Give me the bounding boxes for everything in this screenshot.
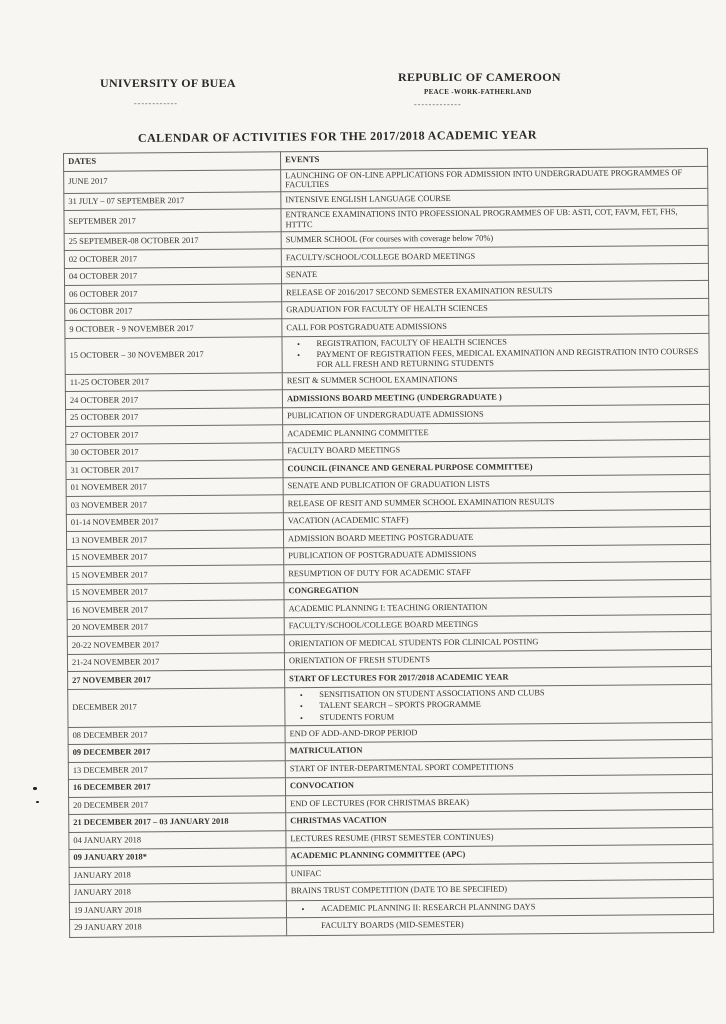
date-cell: 25 SEPTEMBER-08 OCTOBER 2017 (64, 231, 281, 250)
date-cell: SEPTEMBER 2017 (64, 209, 281, 233)
event-cell: CONVOCATION (285, 774, 712, 795)
date-cell: JANUARY 2018 (69, 865, 286, 884)
event-cell (285, 684, 712, 725)
dates-column-header: DATES (64, 152, 281, 171)
date-cell: 01 NOVEMBER 2017 (66, 477, 283, 496)
event-cell: START OF INTER-DEPARTMENTAL SPORT COMPETITIONS (285, 757, 712, 778)
event-cell: CALL FOR POSTGRADUATE ADMISSIONS (282, 316, 709, 337)
calendar-title: CALENDAR OF ACTIVITIES FOR THE 2017/2018 ACADEMIC YEAR (137, 127, 537, 145)
date-cell: 15 NOVEMBER 2017 (67, 582, 284, 601)
date-cell: 16 NOVEMBER 2017 (67, 600, 284, 619)
date-cell: 24 OCTOBER 2017 (65, 390, 282, 409)
date-cell: 19 JANUARY 2018 (69, 900, 286, 919)
date-cell: 21 DECEMBER 2017 – 03 JANUARY 2018 (69, 813, 286, 832)
date-cell: 20 DECEMBER 2017 (69, 795, 286, 814)
table-row (65, 333, 709, 374)
event-cell: SUMMER SCHOOL (For courses with coverage below 70%) (281, 228, 708, 249)
event-bullet-item: • PAYMENT OF REGISTRATION FEES, MEDICAL EXAMINATION AND REGISTRATION INTO COURSES FOR ALL FRESH AND RETURNING STUDENTS (309, 346, 705, 370)
event-cell: CHRISTMAS VACATION (286, 809, 713, 830)
event-cell: PUBLICATION OF POSTGRADUATE ADMISSIONS (284, 544, 711, 565)
event-cell: START OF LECTURES FOR 2017/2018 ACADEMIC YEAR (285, 667, 712, 688)
date-cell: 30 OCTOBER 2017 (66, 442, 283, 461)
event-cell: SENATE AND PUBLICATION OF GRADUATION LISTS (283, 474, 710, 495)
date-cell: 08 DECEMBER 2017 (68, 725, 285, 744)
date-cell: 02 OCTOBER 2017 (64, 249, 281, 268)
scan-speck (33, 787, 37, 790)
date-cell: 01-14 NOVEMBER 2017 (66, 512, 283, 531)
date-cell: 9 OCTOBER - 9 NOVEMBER 2017 (65, 319, 282, 338)
events-column-header: EVENTS (280, 148, 707, 169)
event-cell: ACADEMIC PLANNING COMMITTEE (APC) (286, 844, 713, 865)
event-cell: ORIENTATION OF FRESH STUDENTS (284, 649, 711, 670)
date-cell: 11-25 OCTOBER 2017 (65, 372, 282, 391)
date-cell: 15 NOVEMBER 2017 (67, 565, 284, 584)
event-cell: UNIFAC (286, 862, 713, 883)
date-cell: DECEMBER 2017 (68, 687, 285, 727)
university-name: UNIVERSITY OF BUEA (100, 76, 236, 90)
national-motto: PEACE -WORK-FATHERLAND (424, 88, 532, 96)
event-cell: INTENSIVE ENGLISH LANGUAGE COURSE (281, 188, 708, 209)
event-cell: VACATION (ACADEMIC STAFF) (283, 509, 710, 530)
event-cell: COUNCIL (FINANCE AND GENERAL PURPOSE COMMITTEE) (283, 457, 710, 478)
event-cell: BRAINS TRUST COMPETITION (DATE TO BE SPECIFIED) (286, 879, 713, 900)
event-cell: RESUMPTION OF DUTY FOR ACADEMIC STAFF (284, 562, 711, 583)
event-cell: ENTRANCE EXAMINATIONS INTO PROFESSIONAL PROGRAMMES OF UB: ASTI, COT, FAVM, FET, FHS, HTTTC (281, 206, 708, 232)
date-cell: 13 DECEMBER 2017 (68, 760, 285, 779)
scan-speck (36, 801, 39, 803)
event-cell: SENATE (281, 263, 708, 284)
date-cell: 25 OCTOBER 2017 (66, 407, 283, 426)
date-cell: 03 NOVEMBER 2017 (66, 495, 283, 514)
right-separator: ------------- (414, 100, 462, 109)
event-cell: CONGREGATION (284, 579, 711, 600)
date-cell: JUNE 2017 (64, 169, 281, 193)
date-cell: 20 NOVEMBER 2017 (67, 617, 284, 636)
event-cell: LECTURES RESUME (FIRST SEMESTER CONTINUES) (286, 827, 713, 848)
country-name: REPUBLIC OF CAMEROON (398, 70, 561, 84)
date-cell: 09 JANUARY 2018* (69, 848, 286, 867)
event-cell: END OF ADD-AND-DROP PERIOD (285, 722, 712, 743)
event-cell: MATRICULATION (285, 739, 712, 760)
event-bullet-item: • REGISTRATION, FACULTY OF HEALTH SCIENCES (308, 335, 704, 350)
event-cell: RELEASE OF RESIT AND SUMMER SCHOOL EXAMINATION RESULTS (283, 492, 710, 513)
event-cell: PUBLICATION OF UNDERGRADUATE ADMISSIONS (283, 404, 710, 425)
event-cell (282, 333, 709, 372)
event-cell: GRADUATION FOR FACULTY OF HEALTH SCIENCES (282, 298, 709, 319)
table-row (68, 684, 712, 727)
event-bullet-item: • SENSITISATION ON STUDENT ASSOCIATIONS AND CLUBS (311, 686, 707, 701)
date-cell: JANUARY 2018 (69, 883, 286, 902)
date-cell: 21-24 NOVEMBER 2017 (67, 652, 284, 671)
date-cell: 06 OCTOBER 2017 (65, 284, 282, 303)
date-cell: 27 OCTOBER 2017 (66, 425, 283, 444)
date-cell: 31 JULY – 07 SEPTEMBER 2017 (64, 192, 281, 211)
date-cell: 13 NOVEMBER 2017 (66, 530, 283, 549)
date-cell: 29 JANUARY 2018 (70, 918, 287, 937)
event-bullet-list (291, 900, 709, 915)
table-row (70, 914, 714, 937)
date-cell: 04 JANUARY 2018 (69, 830, 286, 849)
event-bullet-item: • STUDENTS FORUM (311, 709, 707, 724)
date-cell: 20-22 NOVEMBER 2017 (67, 635, 284, 654)
calendar-table-body (64, 166, 714, 937)
date-cell: 09 DECEMBER 2017 (68, 743, 285, 762)
event-cell: ADMISSIONS BOARD MEETING (UNDERGRADUATE ) (282, 387, 709, 408)
event-cell: ACADEMIC PLANNING COMMITTEE (283, 422, 710, 443)
event-cell: ACADEMIC PLANNING I: TEACHING ORIENTATION (284, 597, 711, 618)
date-cell: 31 OCTOBER 2017 (66, 460, 283, 479)
event-cell: LAUNCHING OF ON-LINE APPLICATIONS FOR ADMISSION INTO UNDERGRADUATE PROGRAMMES OF FACULTIES (281, 166, 708, 192)
date-cell: 15 OCTOBER – 30 NOVEMBER 2017 (65, 336, 282, 374)
calendar-table (63, 148, 714, 938)
event-cell: ORIENTATION OF MEDICAL STUDENTS FOR CLINICAL POSTING (284, 632, 711, 653)
event-bullet-item: • TALENT SEARCH – SPORTS PROGRAMME (311, 697, 707, 712)
date-cell: 27 NOVEMBER 2017 (68, 670, 285, 689)
event-cell: RESIT & SUMMER SCHOOL EXAMINATIONS (282, 369, 709, 390)
left-separator: ------------ (134, 99, 178, 108)
event-cell: FACULTY/SCHOOL/COLLEGE BOARD MEETINGS (284, 614, 711, 635)
event-bullet-list (286, 335, 704, 371)
date-cell: 06 OCTOBR 2017 (65, 301, 282, 320)
event-cell: RELEASE OF 2016/2017 SECOND SEMESTER EXAMINATION RESULTS (282, 281, 709, 302)
event-bullet-item: • ACADEMIC PLANNING II: RESEARCH PLANNING DAYS (313, 900, 709, 915)
event-cell: END OF LECTURES (FOR CHRISTMAS BREAK) (286, 792, 713, 813)
event-cell: FACULTY BOARDS (MID-SEMESTER) (287, 914, 714, 935)
event-cell: FACULTY BOARD MEETINGS (283, 439, 710, 460)
event-cell: ADMISSION BOARD MEETING POSTGRADUATE (283, 527, 710, 548)
event-bullet-list (289, 686, 707, 724)
date-cell: 15 NOVEMBER 2017 (67, 547, 284, 566)
event-cell: FACULTY/SCHOOL/COLLEGE BOARD MEETINGS (281, 246, 708, 267)
date-cell: 04 OCTOBER 2017 (64, 266, 281, 285)
date-cell: 16 DECEMBER 2017 (68, 778, 285, 797)
